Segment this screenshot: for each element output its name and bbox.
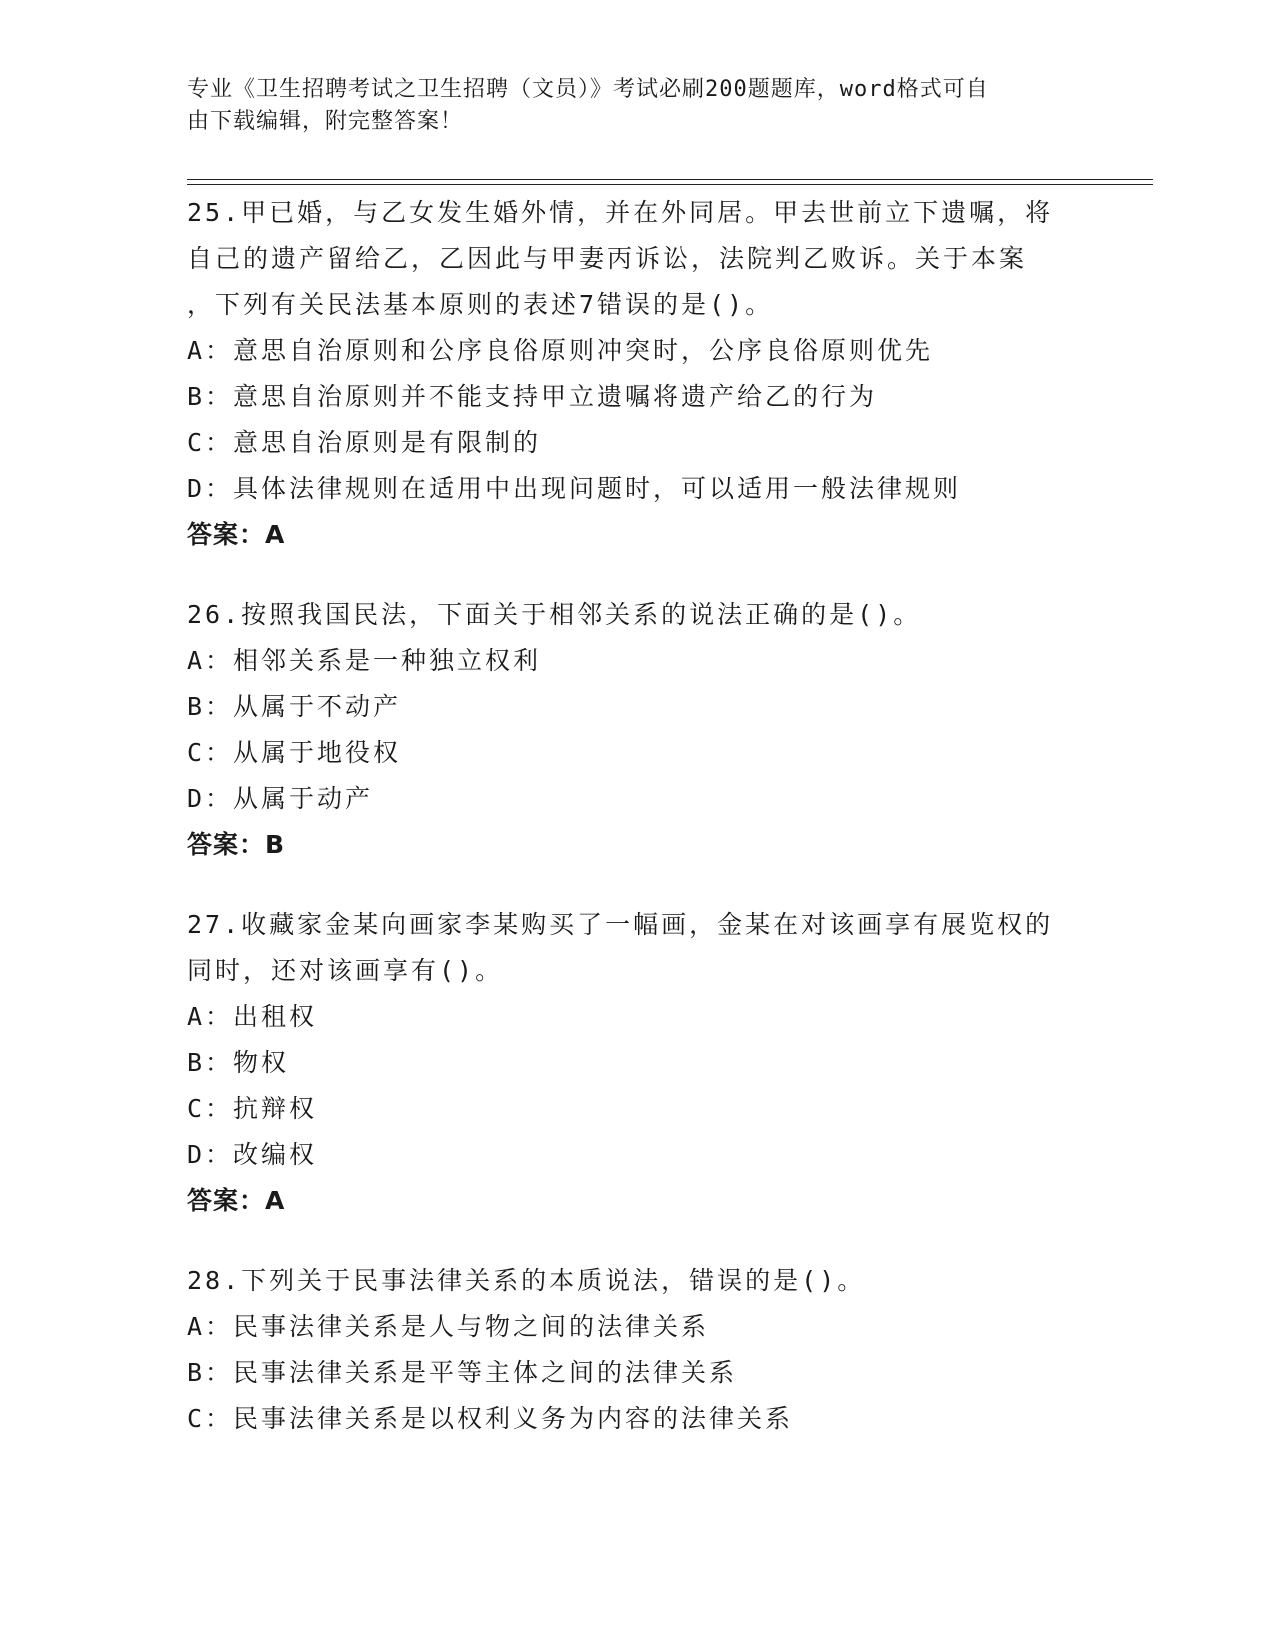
stem-line: 27.收藏家金某向画家李某购买了一幅画，金某在对该画享有展览权的 [187,910,1054,939]
stem-line: 26.按照我国民法，下面关于相邻关系的说法正确的是()。 [187,600,922,629]
option-a: A：民事法律关系是人与物之间的法律关系 [187,1312,710,1341]
header-divider-bottom [187,184,1153,185]
option-c: C：抗辩权 [187,1094,318,1123]
stem-line: 同时，还对该画享有()。 [187,956,504,985]
stem-line: 28.下列关于民事法律关系的本质说法，错误的是()。 [187,1266,866,1295]
stem-line: 25.甲已婚，与乙女发生婚外情，并在外同居。甲去世前立下遗嘱，将 [187,198,1054,227]
option-b: B：民事法律关系是平等主体之间的法律关系 [187,1358,738,1387]
question-stem [187,190,1087,328]
option-b: B：意思自治原则并不能支持甲立遗嘱将遗产给乙的行为 [187,382,878,411]
option-a: A：出租权 [187,1002,318,1031]
question-27 [187,902,1087,1224]
option-c: C：从属于地役权 [187,738,402,767]
option-d: D：具体法律规则在适用中出现问题时，可以适用一般法律规则 [187,474,962,503]
option-d: D：从属于动产 [187,784,374,813]
question-stem [187,1258,1087,1304]
document-header [187,74,1087,138]
header-divider-top [187,179,1153,180]
header-line-2: 由下载编辑，附完整答案！ [187,109,464,134]
option-a: A：相邻关系是一种独立权利 [187,646,542,675]
answer-label: 答案：B [187,830,286,859]
option-b: B：物权 [187,1048,290,1077]
stem-line: ，下列有关民法基本原则的表述7错误的是()。 [187,290,774,319]
option-a: A：意思自治原则和公序良俗原则冲突时，公序良俗原则优先 [187,336,934,365]
question-stem [187,902,1087,994]
option-b: B：从属于不动产 [187,692,402,721]
option-c: C：民事法律关系是以权利义务为内容的法律关系 [187,1404,794,1433]
answer-label: 答案：A [187,520,286,549]
question-list [187,190,1087,1476]
option-c: C：意思自治原则是有限制的 [187,428,542,457]
question-26 [187,592,1087,868]
question-28 [187,1258,1087,1442]
answer-label: 答案：A [187,1186,286,1215]
option-d: D：改编权 [187,1140,318,1169]
stem-line: 自己的遗产留给乙，乙因此与甲妻丙诉讼，法院判乙败诉。关于本案 [187,244,1028,273]
question-stem [187,592,1087,638]
header-line-1: 专业《卫生招聘考试之卫生招聘（文员）》考试必刷200题题库，word格式可自 [187,77,989,102]
question-25 [187,190,1087,558]
